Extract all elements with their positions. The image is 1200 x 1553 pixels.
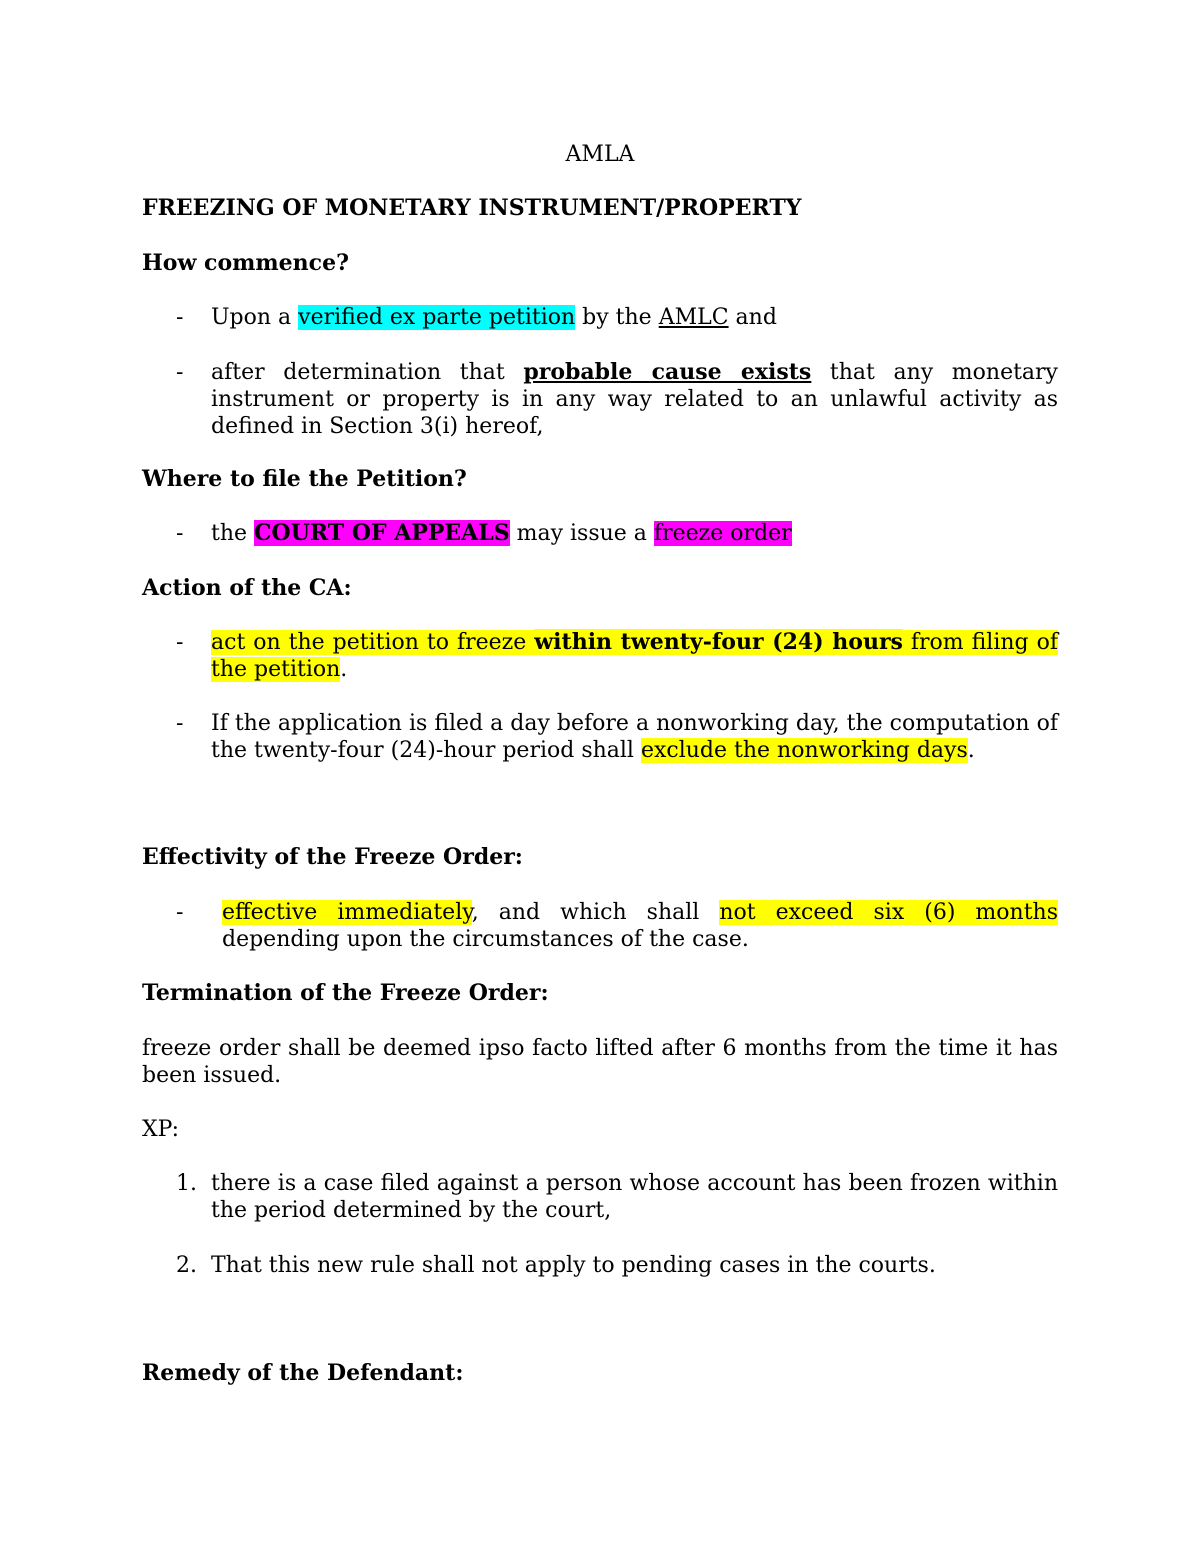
highlight-yellow: effective immediately — [222, 900, 472, 925]
highlight-cyan: verified ex parte petition — [298, 305, 576, 330]
bullet-text — [211, 304, 1058, 331]
dash-marker: - — [176, 711, 184, 736]
underlined-text: AMLC — [658, 305, 729, 330]
text-run: by the — [575, 305, 659, 330]
numbered-text: That this new rule shall not apply to pending cases in the courts. — [211, 1253, 936, 1278]
text-run: that any monetary instrument or property is in any way related to an unlawful activity as defined in Section 3(i) hereof, — [211, 360, 1058, 439]
bullet-text — [211, 629, 1058, 683]
heading-termination: Termination of the Freeze Order: — [142, 980, 549, 1006]
text-run: . — [967, 738, 975, 763]
text-run: depending upon the circumstances of the case. — [222, 927, 749, 952]
dash-marker: - — [176, 900, 184, 925]
heading-remedy: Remedy of the Defendant: — [142, 1360, 464, 1386]
bullet-text — [211, 359, 1058, 440]
text-run: If the application is filed a day before a nonworking day, the computation of the twenty-four (24)-hour period shall — [211, 711, 1058, 763]
bullet-item — [142, 304, 1058, 331]
text-run: and — [728, 305, 777, 330]
text-run: after determination that — [211, 360, 524, 385]
heading-how-commence: How commence? — [142, 250, 349, 276]
highlight-yellow-bold: within twenty-four (24) hours — [534, 629, 903, 655]
highlight-magenta: freeze order — [653, 521, 792, 546]
numbered-item — [142, 1170, 1058, 1224]
document-title: AMLA — [565, 142, 635, 167]
bullet-item — [142, 899, 1058, 953]
dash-marker: - — [176, 305, 184, 330]
highlight-yellow: from filing of the petition — [211, 630, 1058, 682]
main-heading: FREEZING OF MONETARY INSTRUMENT/PROPERTY — [142, 195, 802, 221]
text-run: the — [211, 521, 255, 546]
bullet-item — [142, 359, 1058, 440]
termination-paragraph: freeze order shall be deemed ipso facto lifted after 6 months from the time it has been issued. — [142, 1036, 1058, 1088]
highlight-magenta: COURT OF APPEALS — [254, 520, 510, 546]
bullet-item — [142, 629, 1058, 683]
bullet-item — [142, 520, 1058, 547]
heading-effectivity: Effectivity of the Freeze Order: — [142, 844, 523, 870]
numbered-item — [142, 1252, 1058, 1279]
dash-marker: - — [176, 630, 184, 655]
text-run: may issue a — [509, 521, 654, 546]
bullet-text — [211, 520, 1058, 547]
bullet-text — [222, 899, 1058, 953]
xp-label: XP: — [142, 1117, 180, 1142]
dash-marker: - — [176, 521, 184, 546]
highlight-yellow: not exceed six (6) months — [719, 900, 1058, 925]
highlight-yellow: act on the petition to freeze — [211, 630, 535, 655]
bullet-item — [142, 710, 1058, 764]
bullet-text — [211, 710, 1058, 764]
text-run: Upon a — [211, 305, 299, 330]
list-number: 1. — [176, 1171, 197, 1196]
text-run: , and which shall — [471, 900, 720, 925]
numbered-text: there is a case filed against a person whose account has been frozen within the period determined by the court, — [211, 1171, 1058, 1223]
dash-marker: - — [176, 360, 184, 385]
list-number: 2. — [176, 1253, 197, 1278]
text-run: . — [340, 657, 348, 682]
heading-where-to-file: Where to file the Petition? — [142, 466, 467, 492]
heading-action-ca: Action of the CA: — [142, 575, 352, 601]
highlight-yellow: exclude the nonworking days — [640, 738, 968, 763]
bold-underlined-text: probable cause exists — [523, 359, 812, 385]
